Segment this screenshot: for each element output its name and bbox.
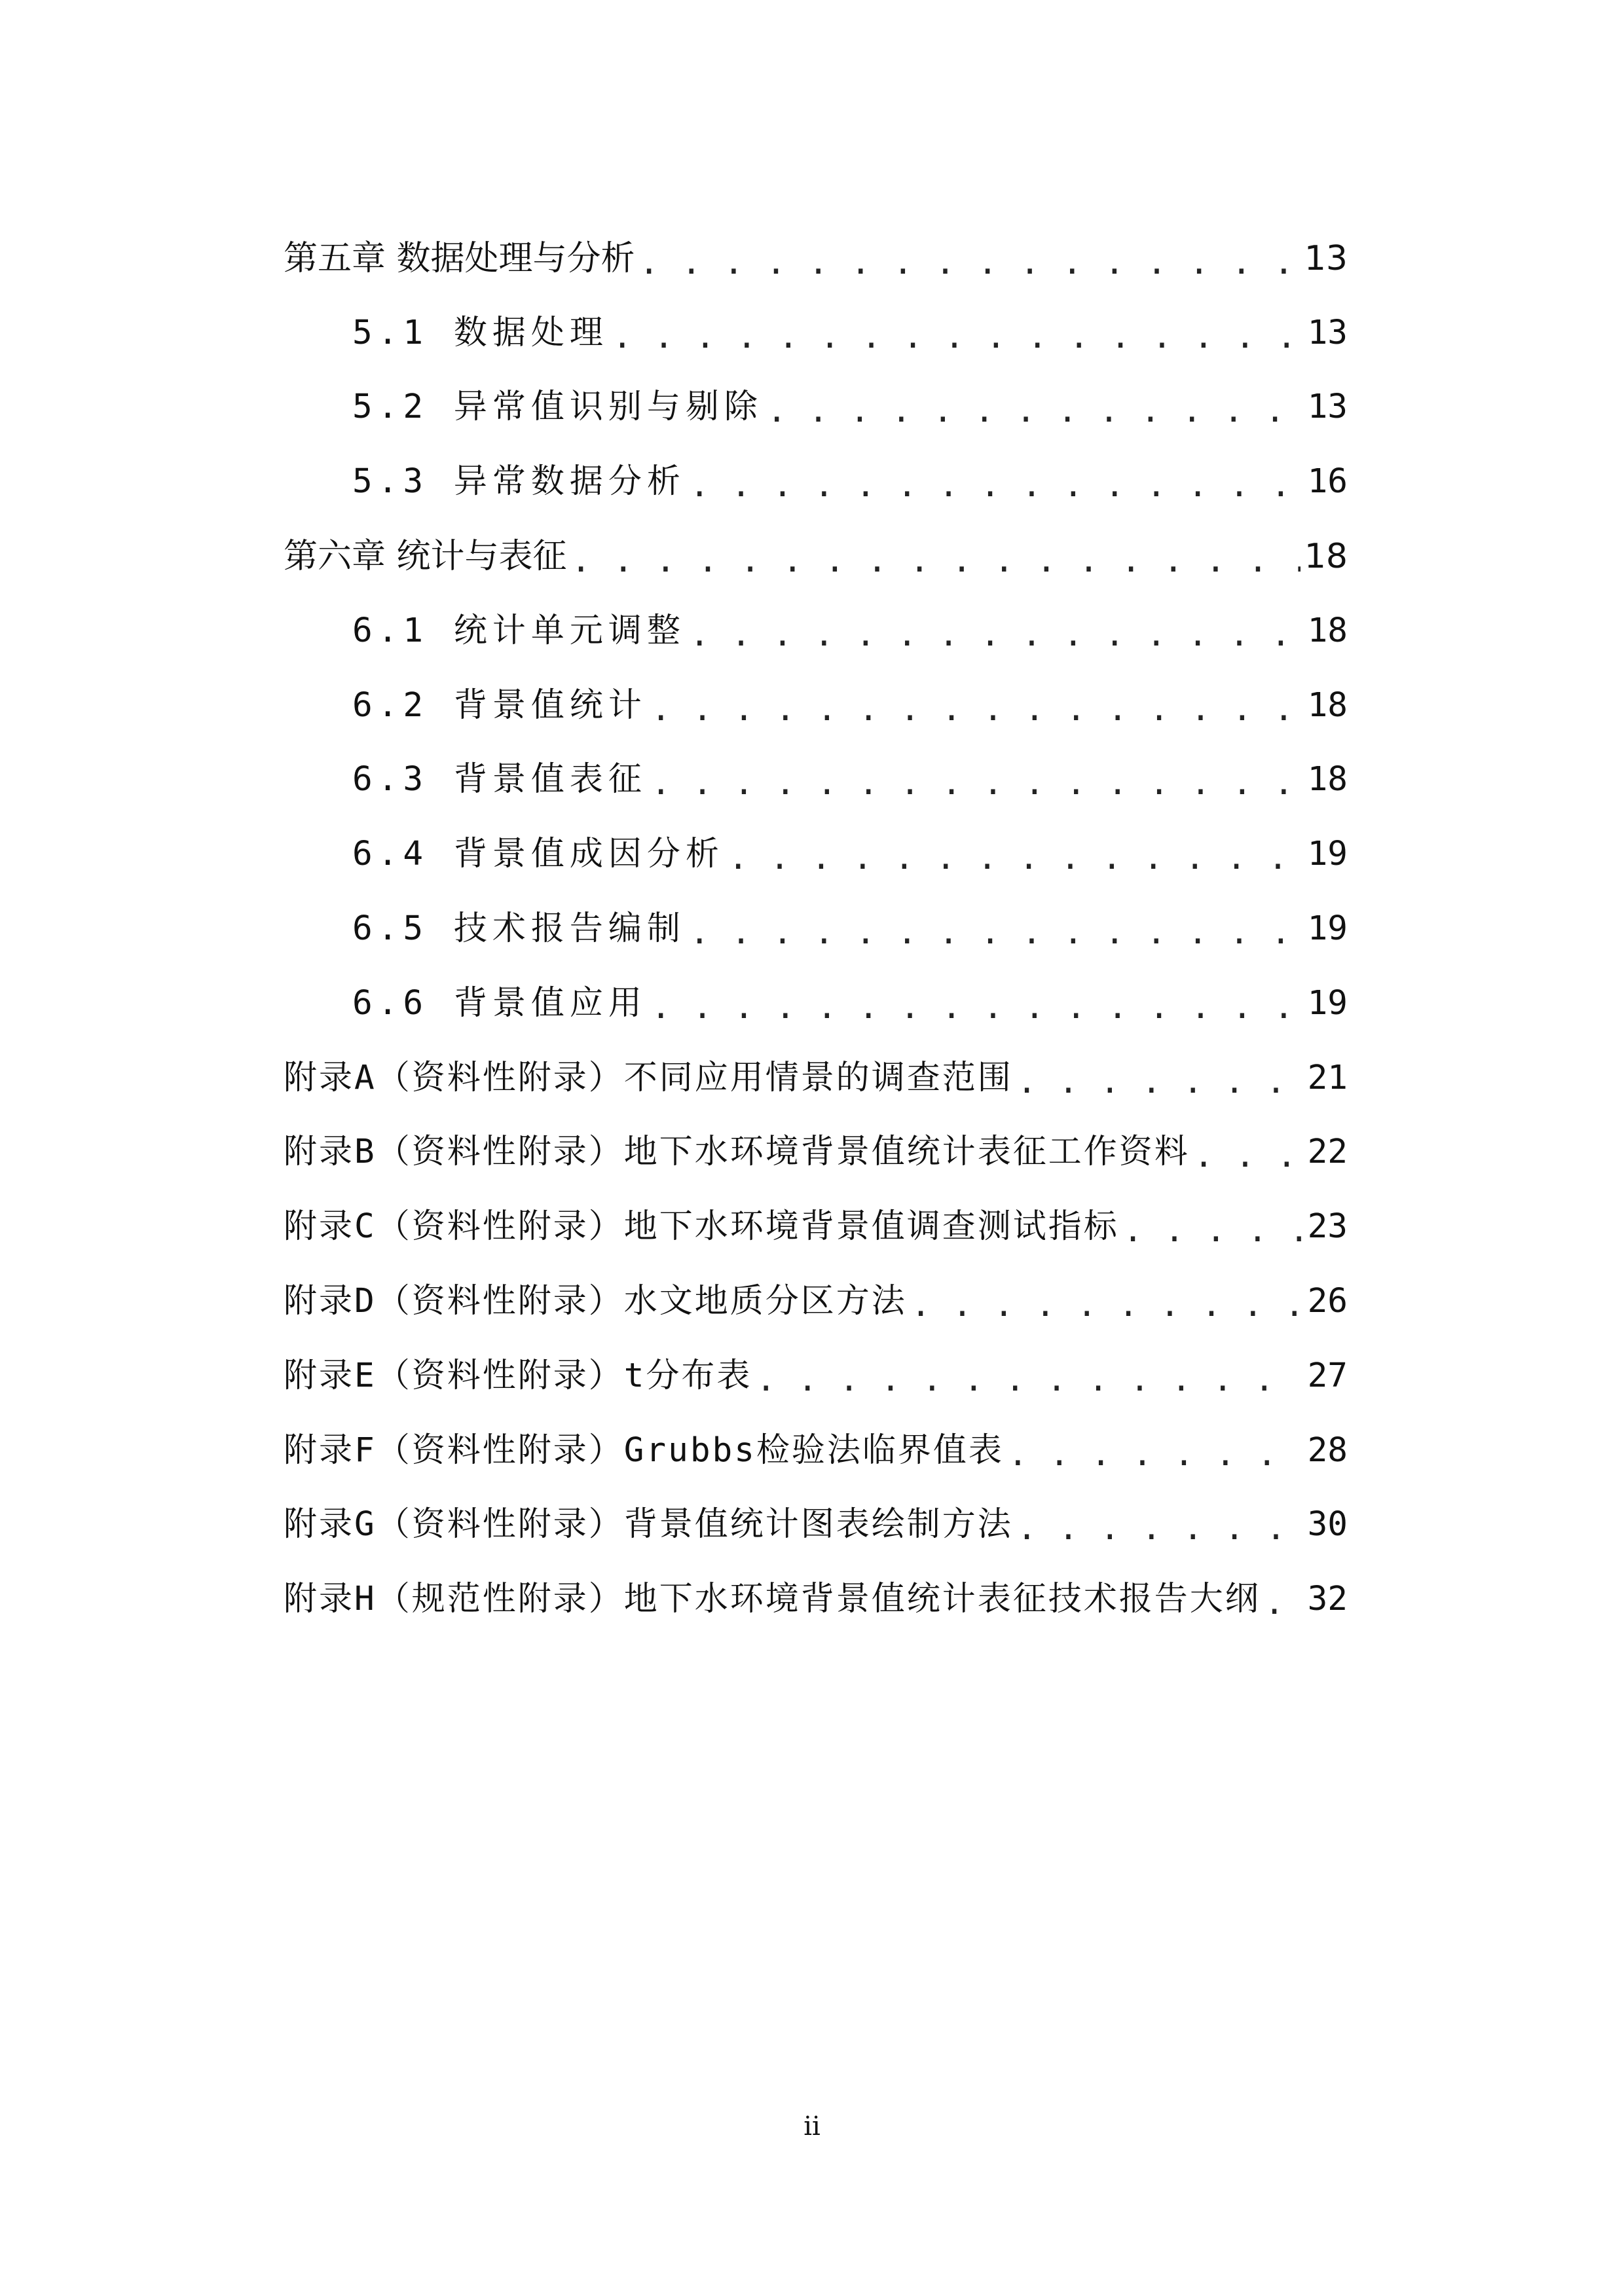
toc-entry-page: 18 [1304,537,1348,577]
toc-dot-leader [1123,1211,1303,1250]
toc-entry-6-1[interactable] [284,594,1348,668]
toc-dot-leader [1017,1063,1303,1102]
toc-entry-label: 5.2 异常值识别与剔除 [352,388,763,427]
toc-entry-page: 13 [1307,313,1348,352]
toc-entry-appendix-a[interactable] [284,1041,1348,1116]
toc-entry-5-2[interactable] [284,371,1348,445]
toc-entry-6-3[interactable] [284,743,1348,818]
toc-entry-page: 16 [1307,462,1348,501]
toc-dot-leader [651,764,1303,803]
toc-dot-leader [728,839,1303,878]
toc-entry-page: 28 [1307,1430,1348,1470]
toc-dot-leader [690,466,1303,505]
toc-entry-page: 32 [1307,1580,1348,1619]
toc-entry-appendix-b[interactable] [284,1116,1348,1190]
toc-entry-label: 5.3 异常数据分析 [352,462,686,501]
toc-dot-leader [767,392,1303,431]
toc-entry-page: 18 [1307,611,1348,650]
toc-entry-appendix-g[interactable] [284,1488,1348,1563]
toc-entry-label: 附录B（资料性附录）地下水环境背景值统计表征工作资料 [284,1133,1190,1172]
toc-entry-page: 26 [1307,1282,1348,1321]
toc-entry-appendix-c[interactable] [284,1190,1348,1264]
toc-entry-label: 附录C（资料性附录）地下水环境背景值调查测试指标 [284,1207,1119,1247]
toc-dot-leader [651,690,1303,729]
toc-entry-label: 6.3 背景值表征 [352,760,647,799]
toc-entry-label: 第六章 统计与表征 [284,537,567,577]
toc-entry-label: 附录G（资料性附录）背景值统计图表绘制方法 [284,1505,1013,1544]
toc-entry-label: 附录F（资料性附录）Grubbs检验法临界值表 [284,1430,1004,1470]
toc-entry-page: 13 [1307,388,1348,427]
toc-entry-6-6[interactable] [284,966,1348,1041]
toc-dot-leader [1264,1584,1303,1623]
toc-entry-page: 23 [1307,1207,1348,1247]
toc-entry-6-5[interactable] [284,892,1348,966]
toc-entry-page: 18 [1307,760,1348,799]
toc-entry-appendix-e[interactable] [284,1339,1348,1413]
table-of-contents [284,221,1348,1637]
toc-entry-page: 19 [1307,983,1348,1023]
toc-entry-page: 18 [1307,685,1348,725]
toc-entry-page: 19 [1307,835,1348,874]
toc-dot-leader [612,318,1303,357]
toc-entry-label: 附录H（规范性附录）地下水环境背景值统计表征技术报告大纲 [284,1580,1261,1619]
toc-entry-chapter-6[interactable] [284,519,1348,594]
toc-dot-leader [756,1360,1303,1400]
toc-dot-leader [651,988,1303,1027]
toc-entry-label: 附录D（资料性附录）水文地质分区方法 [284,1282,907,1321]
toc-entry-6-4[interactable] [284,817,1348,892]
toc-dot-leader [571,541,1301,580]
toc-entry-label: 第五章 数据处理与分析 [284,238,635,278]
toc-dot-leader [911,1286,1303,1325]
toc-entry-page: 13 [1304,238,1348,278]
toc-entry-6-2[interactable] [284,668,1348,743]
toc-entry-label: 6.6 背景值应用 [352,983,647,1023]
toc-dot-leader [639,243,1301,282]
toc-dot-leader [1194,1137,1303,1176]
toc-dot-leader [1008,1435,1303,1474]
toc-dot-leader [690,913,1303,953]
toc-entry-5-3[interactable] [284,445,1348,519]
toc-entry-label: 6.2 背景值统计 [352,685,647,725]
toc-entry-label: 5.1 数据处理 [352,313,608,352]
toc-entry-label: 6.1 统计单元调整 [352,611,686,650]
toc-entry-page: 27 [1307,1356,1348,1395]
toc-entry-5-1[interactable] [284,296,1348,371]
toc-entry-page: 22 [1307,1133,1348,1172]
toc-entry-label: 附录A（资料性附录）不同应用情景的调查范围 [284,1058,1013,1097]
toc-entry-appendix-h[interactable] [284,1562,1348,1637]
toc-dot-leader [690,615,1303,655]
toc-entry-appendix-d[interactable] [284,1264,1348,1339]
toc-entry-appendix-f[interactable] [284,1413,1348,1488]
toc-dot-leader [1017,1509,1303,1548]
page-number-footer: ii [803,2111,821,2141]
toc-entry-label: 附录E（资料性附录）t分布表 [284,1356,752,1395]
toc-entry-label: 6.4 背景值成因分析 [352,835,724,874]
toc-entry-chapter-5[interactable] [284,221,1348,296]
toc-entry-page: 30 [1307,1505,1348,1544]
toc-entry-page: 19 [1307,909,1348,949]
toc-entry-label: 6.5 技术报告编制 [352,909,686,949]
toc-entry-page: 21 [1307,1058,1348,1097]
